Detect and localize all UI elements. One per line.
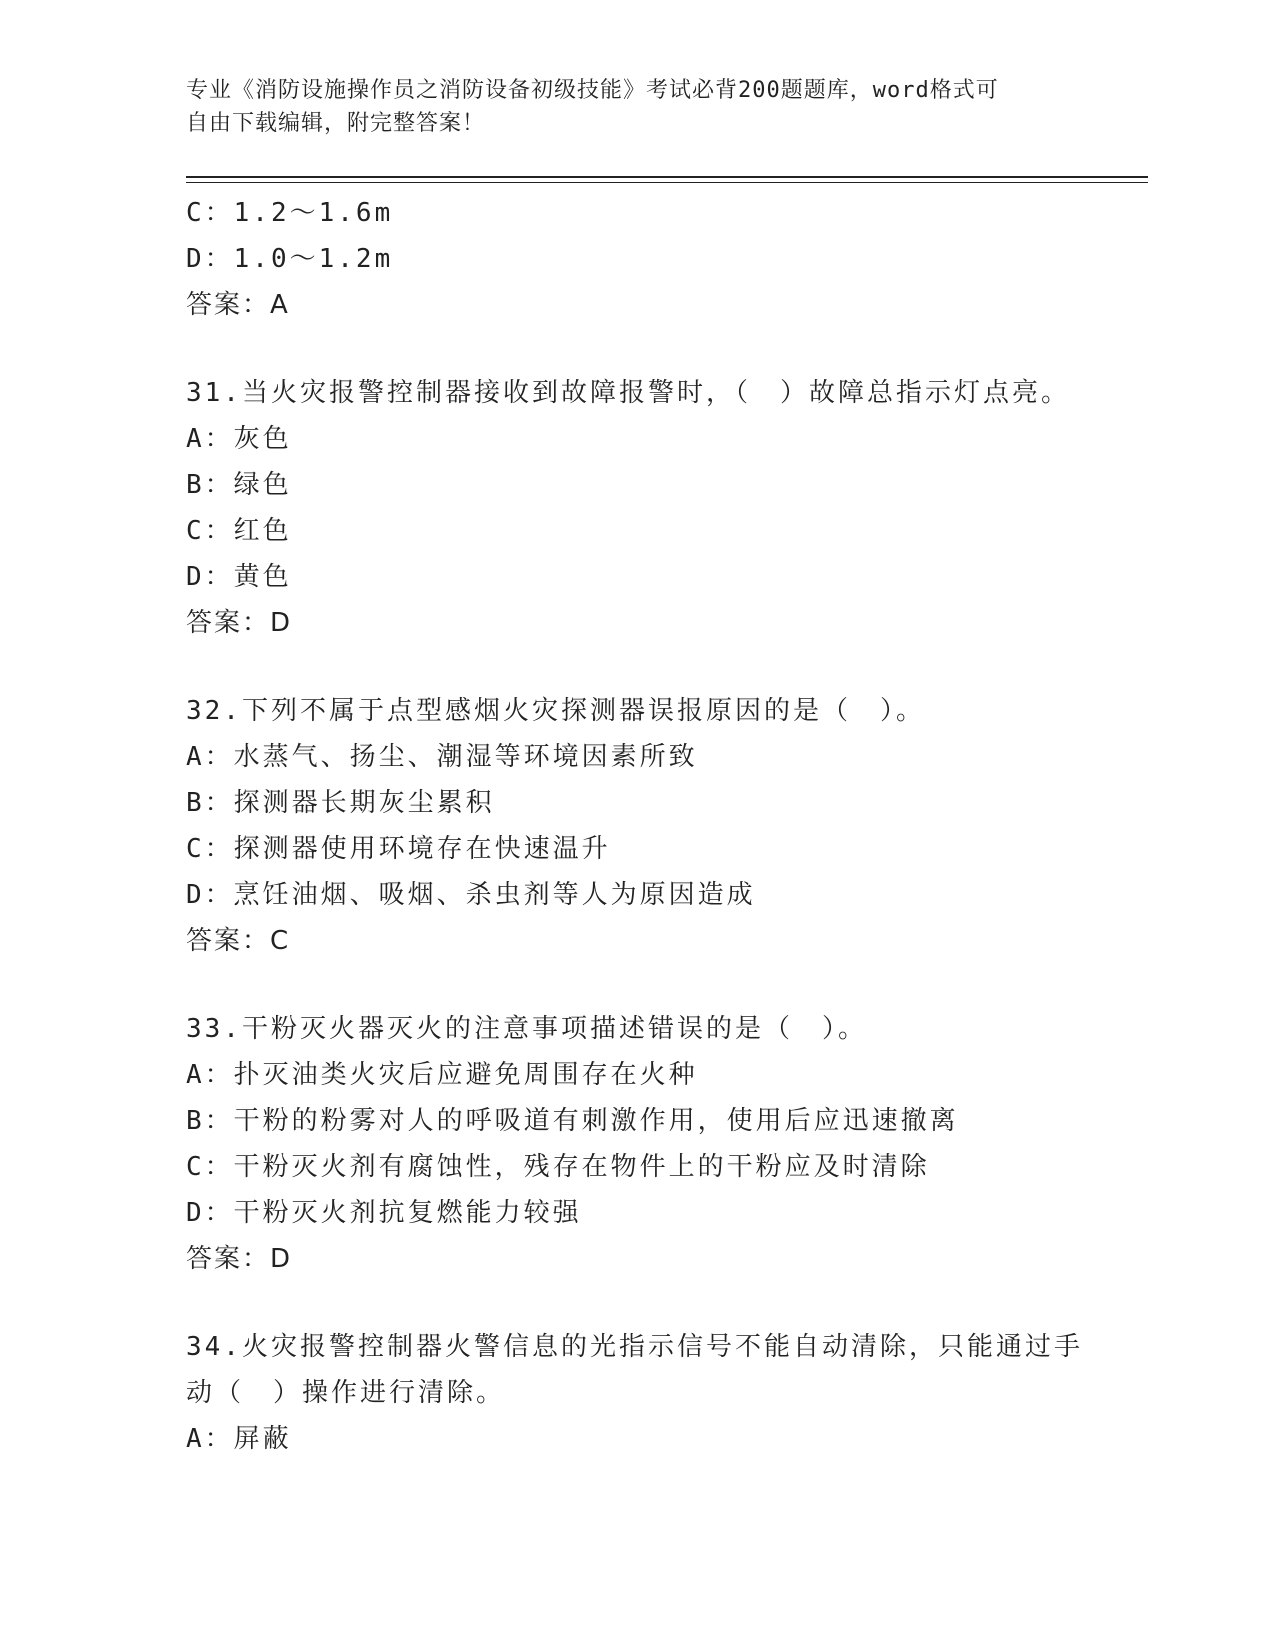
question-stem: 33.干粉灭火器灭火的注意事项描述错误的是（ ）。 [186,1014,867,1044]
option-b: B：干粉的粉雾对人的呼吸道有刺激作用，使用后应迅速撤离 [186,1106,959,1136]
option-d: D：干粉灭火剂抗复燃能力较强 [186,1198,582,1228]
question-list [186,190,1086,1462]
option-c: C：探测器使用环境存在快速温升 [186,834,611,864]
question-33 [186,1006,1086,1282]
question-34 [186,1324,1086,1462]
question-31 [186,370,1086,646]
header-divider-thin [186,182,1148,183]
header-line-2: 自由下载编辑，附完整答案！ [186,111,486,136]
option-c: C：干粉灭火剂有腐蚀性，残存在物件上的干粉应及时清除 [186,1152,930,1182]
answer: 答案：D [186,608,293,638]
option-a: A：扑灭油类火灾后应避免周围存在火种 [186,1060,698,1090]
answer: 答案：A [186,290,290,320]
answer: 答案：D [186,1244,293,1274]
question-stem: 32.下列不属于点型感烟火灾探测器误报原因的是（ ）。 [186,696,925,726]
question-stem: 31.当火灾报警控制器接收到故障报警时，（ ）故障总指示灯点亮。 [186,378,1070,408]
option-d: D：黄色 [186,562,292,592]
carryover-question [186,190,1086,328]
option-c: C：1.2～1.6m [186,198,394,228]
option-c: C：红色 [186,516,292,546]
option-b: B：探测器长期灰尘累积 [186,788,495,818]
option-d: D：烹饪油烟、吸烟、杀虫剂等人为原因造成 [186,880,756,910]
option-a: A：水蒸气、扬尘、潮湿等环境因素所致 [186,742,698,772]
header-divider-thick [186,176,1148,178]
option-d: D：1.0～1.2m [186,244,394,274]
answer: 答案：C [186,926,291,956]
option-a: A：屏蔽 [186,1424,292,1454]
question-32 [186,688,1086,964]
option-b: B：绿色 [186,470,292,500]
header-line-1: 专业《消防设施操作员之消防设备初级技能》考试必背200题题库，word格式可 [186,78,999,103]
question-stem-line-2: 动（ ）操作进行清除。 [186,1378,506,1408]
question-stem-line-1: 34.火灾报警控制器火警信息的光指示信号不能自动清除，只能通过手 [186,1332,1083,1362]
document-header [186,74,1086,140]
option-a: A：灰色 [186,424,292,454]
